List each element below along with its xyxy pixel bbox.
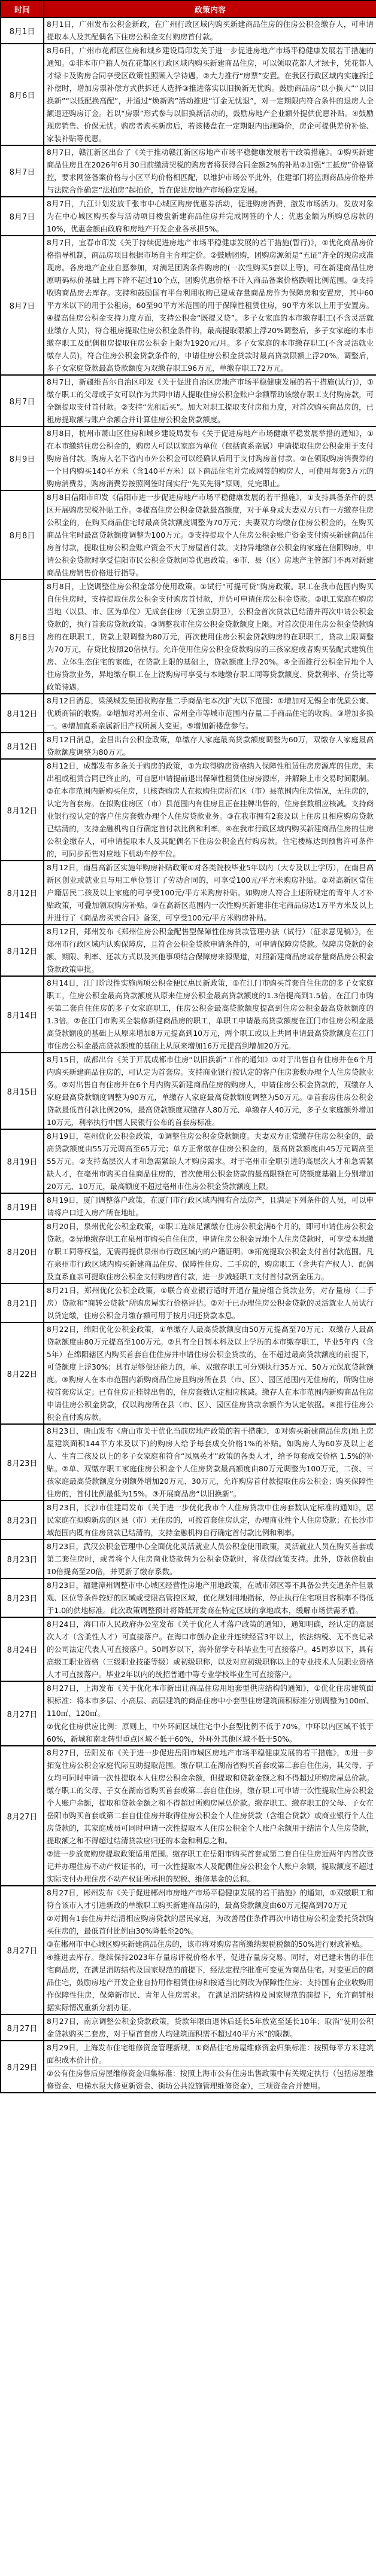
policy-content-segment: 8月23日，武汉公积金管理中心全面优化灵活就业人员公积金使用政策，灵活就业人员在购买首套或第二套住房时，或者将个人住房商业贷款转为公积金贷款时，将获得政策支持。此外，贷款倍数由10倍提高至20倍，并更新了缴存系数。 xyxy=(47,1542,374,1576)
table-row xyxy=(1,1284,376,1322)
policy-content-segment: 8月8日信阳市印发《信阳市进一步促进房地产市场平稳健康发展的若干措施》，①支持具备条件的县区开展购房契税补贴工作。②提高住房公积金贷款最高额度，对于单身或夫妻双方只有一方缴存住房公积金的，在购买商品住宅时最高贷款额度调整为70万元；夫妻双方均缴存住房公积金的，在购买商品住宅时最高贷款额度调整为100万元。③支持提取个人住房公积金账户资金支付购买新建商品住房首付款，提取住房公积金账户资金不大于房屋首付款。支持异地缴存公积金的家庭在信阳购房，申请公积金贷款时享受信阳市民公积金贷款同等优惠政策。④市、县（区）房地产主管部门不再对新建商品住房销售价格进行指导。 xyxy=(47,493,374,577)
policy-content xyxy=(44,1220,376,1284)
policy-content-segment: 8月12日，成都发布多条关于购房的政策，①为取得购房资格纳入保障性租赁住房房源库的住房，未出租或租赁合同已终止的，可自愿申请提前退出保障性租赁住房房源库，并解除上市交易时间限制。②在本市范围内新购买住房，只核查购房人在拟购住房所在区（市）县范围内住房情况，无住房的，认定为首套房。在拟购住房区（市）县范围内有住房且正在挂牌出售的，住房套数相应核减。支持商业银行按认定的客户住房套数办理个人住房贷款业务。③在我市拥有2套及以上住房且相应购房贷款已结清的，支持金融机构自行确定首付款比例和利率。④在我市行政区域内购买新建商品住房的住房公积金缴存人，可申请提取本人及其配偶名下住房公积金直付购房款。住宅楼栋达到预售许可条件的，可同步预售对应地下机动车停车位。 xyxy=(47,761,374,858)
policy-content xyxy=(44,1053,376,1129)
policy-content-segment: 8月21日，郑州优化公积金政策，①联合商业银行适时开通存量房组合贷款业务，对存量房（二手房）贷款和“商转公贷款”所购房屋实行价格评估。②对于已办理住房公积金贷款的灵活就业人员试行以贷定缴，住房公积金月缴存额可用于按月归还贷款本息。 xyxy=(47,1286,374,1320)
policy-content-segment: ④推进去库存。继续保持2023年存量房评税价格水平，促进存量房交易。同时，对已建未售的非住宅商品房，在满足消防结构及国家规范的前提下，经法定程序批准可变更为商品住宅。对变更后的商品住宅，鼓励房地产开发企业自持用作租赁住房和按适当比例改为保障性住房；支持国有企业收购用作保障性住房，保障新市民、青年人住房需求。 在满足消防结构及国家规范的前提下，允许商铺根据实际情况重新分割办证。 xyxy=(47,1950,374,2014)
table-row xyxy=(1,375,376,426)
table-row xyxy=(1,1193,376,1220)
policy-content-segment: 8月19日，亳州优化公积金政策，①调整住房公积金贷款额度。夫妻双方正常缴存住房公积金的，最高贷款额度由55万元调高至65万元；单方正常缴存住房公积金的，最高贷款额度由45万元调高至55万元。②支持高层次人才和急需紧缺人才购房需求。对于亳州市全职引进的高层次人才和急需紧缺人才，在亳州市购买自住商品住房的，首次使用公积金贷款的最高限额在可贷额度基础上分别增加20万元、10万元，最高额度不超过亳州市住房公积金贷款额度上限。 xyxy=(47,1132,374,1191)
policy-content-segment: 8月23日，长沙市住建局发布《关于进一步优化我市个人住房贷款中住房套数认定标准的通知》，居民家庭在拟购新房的区县（市）无住房的，可按首套住房认定，办理商业性个人住房贷款；在长沙市域范围内既有住房贷款已结清的，支持金融机构自行确定首付款比例和利率。 xyxy=(47,1503,374,1537)
table-row xyxy=(1,1129,376,1193)
policy-date: 8月23日 xyxy=(1,1578,44,1617)
table-row xyxy=(1,580,376,694)
policy-content xyxy=(44,1424,376,1501)
policy-date: 8月8日 xyxy=(1,580,44,694)
policy-content-segment: ②公有住房售后房屋维修资金归集标准：按照上海市公有住房出售政策中有关规定执行（包括房屋维修资金、电梯水泵大修更新资金、街坊公共设施管理维修资金），三项资金合并使用。 xyxy=(47,2066,374,2092)
policy-content-segment: ②进一步放宽购房提取政策适用范围。缴存职工在岳阳市购买首套或第二套自住住房近两年内首次登记并办理住房不动产权证书的，可一次性提取本人及配偶住房公积金个人账户余额，提取额度不超过实际支付办理住房不动产权证所承担的契税、维修基金的总和。 xyxy=(47,1847,374,1885)
policy-content-segment: 8月8日，上饶调整住房公积金部分使用政策。①试行“可提可贷”购房政策。职工在我市范围内购买自住住房时，支持提取住房公积金支付购房首付款，并仍可申请住房公积金贷款。②职工家庭在购房当地（以县、市、区为单位）无成套住房（无独立厨卫），公积金首次贷款已结清并再次申请公积金贷款的，执行首套房贷款政策。③调整我市住房公积金贷款额度上限。对首次使用住房公积金贷款购房的在职职工，贷款上限调整为80万元，再次使用住房公积金贷款购房的在职职工，贷款上限调整为70万元，存贷比按照20倍执行。允许使用住房公积金贷款购房的三孩家庭或者购买装配式建筑住房、立体生态住宅的家庭，在贷款上限的基础上，贷款额度上浮20%。④全面推行公积金异地个人住房贷款业务，异地缴存职工在上饶购房可享受与本地缴存职工同等贷款额度、贷款利率、存贷比等政策待遇。 xyxy=(47,582,374,691)
table-row xyxy=(1,1746,376,1886)
policy-date: 8月19日 xyxy=(1,1193,44,1220)
policy-date: 8月15日 xyxy=(1,1053,44,1129)
policy-content xyxy=(44,236,376,375)
policy-content-segment: 8月12日消息，金昌出台公积金政策，单缴存人家庭最高贷款额度调整为60万，双缴存人家庭最高贷款额度调整为80万元。 xyxy=(47,735,374,757)
policy-date: 8月12日 xyxy=(1,694,44,733)
policy-date: 8月12日 xyxy=(1,759,44,861)
policy-content xyxy=(44,861,376,925)
table-row xyxy=(1,759,376,861)
policy-date: 8月7日 xyxy=(1,375,44,426)
policy-date: 8月8日 xyxy=(1,490,44,580)
table-row xyxy=(1,2014,376,2041)
policy-date: 8月23日 xyxy=(1,1424,44,1501)
policy-date: 8月7日 xyxy=(1,197,44,236)
policy-date: 8月22日 xyxy=(1,1322,44,1424)
policy-content xyxy=(44,17,376,44)
policy-content-segment: 8月12日，郑州发布《郑州住房公积金配售型保障性住房贷款管理办法（试行）（征求意见稿）》，在郑州市行政区域内认购保障房，且符合公积金贷款申请条件的，可申请保障房贷款。保障房贷款的金额、期限、利率、还款方式以及其他事项结合保障房来源渠道，对照新建商品房或存量商品房公积金贷款政策审批。 xyxy=(47,927,374,974)
table-row xyxy=(1,44,376,145)
policy-content xyxy=(44,1129,376,1193)
table-row xyxy=(1,1539,376,1578)
policy-date: 8月14日 xyxy=(1,976,44,1053)
policy-date: 8月20日 xyxy=(1,1220,44,1284)
policy-content xyxy=(44,925,376,976)
policy-content xyxy=(44,1617,376,1681)
table-header xyxy=(1,1,376,17)
policy-content-segment: 8月7日，赣江新区出台了《关于推动赣江新区房地产市场平稳健康发展若干政策措施》。①购买新建商品住房且在2026年6月30日前缴清契税的购房者将获得合同金额2%的补贴②加强“工抵房”价格管控，要求网签备案价格与小区平均价格相匹配，以维护市场公平此外，住建部门将监测商品房价格并与法院合作确定“法拍房”起拍价，旨在促进房地产市场稳定发展。 xyxy=(47,148,374,194)
table-row xyxy=(1,1681,376,1746)
policy-content xyxy=(44,1886,376,2014)
policy-content-segment: 8月19日，厦门调整落户政策，在厦门市行政区域内拥有合法房产，且满足下列条件的人员，可以申请将户口迁入房产所在地址。 xyxy=(47,1196,374,1217)
policy-content xyxy=(44,1746,376,1886)
table-row xyxy=(1,197,376,236)
policy-content xyxy=(44,733,376,759)
table-row xyxy=(1,1578,376,1617)
policy-content xyxy=(44,197,376,236)
policy-content xyxy=(44,1322,376,1424)
table-row xyxy=(1,490,376,580)
policy-content-segment: 8月7日，宜春市印发《关于持续促进房地产市场平稳健康发展的若干措施(暂行)》，①优化商品房价格指导机制，商品房项目根据市场自主合理定价。②鼓励团购，团购房源须是“五证”齐全的现房或准现房。各房地产企业自愿参加，对满足团购条件购房的(一次性购买5套以上等)，可在新建商品住房原明码标价基础上再下降不超过10个点，团购优惠价格不计入商品备案价格跌幅比例范围。③支持收购商品房去库存。支持和鼓励国有平台利用收购已建成存量商品房作为保障房和安置房，其中60平方米以下的用于公租房，60至90平方米范围的用于保障性租赁住房，90平方米以上用于安置房。④提高住房公积金支持力度方面，支持公积金“既提又贷”。多子女家庭的本市缴存职工(不含灵活就业缴存人员)，符合租房提取住房公积金条件的，最高提取限额上浮20%调整后，多子女家庭的本市缴存职工及配偶租房提取住房公积金上限为1920元/月。多子女家庭的本市缴存职工(不含灵活就业缴存人员)，符合住房公积金贷款条件的，申请住房公积金贷款时最高贷款限额上浮20%。调整后，多子女家庭贷款最高贷款额度为双缴存职工96万元，单缴存职工72万元。 xyxy=(47,238,374,373)
policy-content-segment: 8月12日消息，梁溪城发集团收购存量二手商品宅本次扩大以下范围：①增加对无锡全市优质公寓、优质商铺的收购。②增加对苏州全市、常州全市等城市范围内存量二手商品住宅的收购。③增加多换一。④增加直系亲属新旧产权所属人变更。⑤增加新楼盘参与。 xyxy=(47,696,374,730)
policy-content-segment: 8月15日，成都出台《关于开展成都市住房“以旧换新”工作的通知》①对于出售自有住房并在6个月内购买新建商品住房的，可认定为首套房。支持商业银行按认定的客户住房套数办理个人住房贷款业务。②对出售自有住房并在6个月内购买新建商品住房的购房人，申请住房公积金贷款的，双缴存人家庭最高贷款额度调整为90万元，单缴存人家庭最高贷款额度调整为50万元。③首套房住房公积金贷款最低首付款比例20%，最高贷款额度双缴存人80万元、单缴存人40万元，多子女家庭额外增加10万元，利率执行中国人民银行公布的首套房标准。 xyxy=(47,1055,374,1127)
policy-content xyxy=(44,375,376,426)
policy-content xyxy=(44,1284,376,1322)
policy-content-segment: 8月24日，海口市人民政府办公室发布《关于优化人才落户政策的通知》，通知明确，经认定的高层次人才（含柔性人才）可直接落户。在海口市创办企业并连续经营3年以上，依法纳税、无不良记录的公司法定代表人可直接落户。50周岁以下，海外留学专科毕业生可直接落户。45周岁以下，具有高级工职业资格（三级职业技能等级）或初级职称，以及对应初级职称以上的专业技术人员职业资格人才可直接落户。毕业2年以内的统招普通中等专业学校毕业生可直接落户。 xyxy=(47,1620,374,1679)
column-header-content: 政策内容 xyxy=(44,1,376,17)
policy-date: 8月27日 xyxy=(1,1886,44,2014)
table-row xyxy=(1,976,376,1053)
policy-content-segment: 8月20日，泉州优化公积金政策，①职工连续足额缴存住房公积金满6个月的，即可申请住房公积金贷款。②异地缴存职工在泉州市购买自住住房，申请住房公积金异地个人住房贷款时，可享受本地缴存职工同等权益，无需再提供泉州市行政区域内的户籍证明。③拓宽提取公积金支付首付款范围。凡在泉州市行政区域内购买新建商品住房、保障性住房、二手房的，购房职工（含共有产权人）、配偶及直系血亲可提取住房公积金支付购房首付款，进一步减轻职工支付首付款资金压力。 xyxy=(47,1222,374,1281)
policy-date: 8月23日 xyxy=(1,1501,44,1539)
policy-content xyxy=(44,44,376,145)
policy-content-segment: 8月23日，福建漳州调整市中心城区经营性房地产用地政策，在城市郊区等不具备公共交通条件但景观、区位等条件较好的区域或受限高管控区域，优化规划用地指标，停止执行住宅项目容积率不得低于1.0的供地标准。此次政策调整预计将降低开发商在特定区域的拿地成本，缓解市场供需矛盾。 xyxy=(47,1581,374,1615)
table-row xyxy=(1,2041,376,2093)
policy-date: 8月12日 xyxy=(1,861,44,925)
table-row xyxy=(1,733,376,759)
policy-content xyxy=(44,1539,376,1578)
policy-date: 8月24日 xyxy=(1,1617,44,1681)
policy-content-segment: 8月27日，南京调整公积金贷款政策，贷款年限由退休后延长5年放宽至延长10年；取消“使用公积金贷款购买二套房，对于原首套房人均建筑面积需不超过40平方米”的限制。 xyxy=(47,2017,374,2038)
policy-content-segment: 8月8日，杭州市萧山区住房和城乡建设局发布《关于促进房地产市场健康平稳发展举措的通知》，①在本市缴纳住房公积金的，购房人可以以家庭为单位（包括直系亲属）申请提取住房公积金用于支付购房首付款。购房人名下省内市外公积金可以经确认后用于支付购房首付款。②在领取购房消费券的一个月内购买140平方米（含140平方米）以下商品住宅并完成网签的购房人，可使用每套3万元的购房消费券，购房消费券按照网签时间实行“先买先得”原则，兑完即止。 xyxy=(47,429,374,488)
policy-content xyxy=(44,2041,376,2093)
policy-content-segment: 8月6日，广州市花都区住房和城乡建设局印发关于进一步促进房地产市场平稳健康发展若干措施的通知。①非本市户籍人员在花都区行政区域内购买新建商品住房，可以领取花都人才绿卡，凭花都人才绿卡及购房合同享受区政策性照顾入学待遇。②大力推行“房票”安置。在我区行政区域内实施拆迁补偿时，增加房票补偿方式供拆迁人选择③推进落实以旧换新无忧购。鼓励商品房“以小换大”“以旧换新”“以低配换高配”，并通过“焕新购”活动推进“订金无忧退”，对一定期限内符合条件的退房人全额退还购房订金。若以“房票”形式参与以旧换新活动的，鼓励房地产企业额外提供优惠补贴。④鼓励现房销售、价保无忧。购房者购买新房后，若该楼盘在一定期限内出现降价，房企可提供差价补偿、家装补贴等优惠。 xyxy=(47,46,374,143)
policy-content xyxy=(44,145,376,197)
policy-content-segment: 8月27日，岳阳发布《关于进一步促进岳阳市城区房地产市场平稳健康发展的若干措施》，①进一步拓宽住房公积金家庭代际互助提取范围。缴存职工在湖南省购买首套或第二套自住住房，其父母、子女均可同时申请一次性提取本人住房公积金余额，但提取和贷款金额之和不得超过所购房屋总价款。缴存职工的父母、子女在湖南省购买首套或第二套自住住房，缴存职工可申请一次性提取住房公积金个人账户余额，提取和贷款金额之和不得超过所购房屋总价款。缴存职工、缴存职工的父母、子女在岳阳市购买首套或第二套自住住房并取得住房公积金个人住房贷款（含组合贷款）或商业银行个人住房贷款的，其家庭成员可同时申请一次性提取本人住房公积金个人账户余额用于结清个人住房贷款，提取额之和不得超过结清贷款应归还的本金和利息之和。 xyxy=(47,1748,374,1845)
policy-date: 8月9日 xyxy=(1,426,44,490)
table-row xyxy=(1,17,376,44)
policy-date: 8月6日 xyxy=(1,44,44,145)
table-row xyxy=(1,1886,376,2014)
table-row xyxy=(1,694,376,733)
policy-date: 8月7日 xyxy=(1,145,44,197)
policy-content-segment: 8月14日，江门阶段性实施两项公积金便民惠民新政策，①在江门市购买首套自住住房的多子女家庭职工，住房公积金最高贷款额度从原来住房公积金最高贷款额度的1.3倍提高到1.5倍。在江门市购买第二套自住住房的多子女家庭职工，住房公积金最高贷款额度提高到住房公积金最高贷款额度的1.3倍。②在江门市购买全装修新建商品房的职工，单职工申请最高贷款额度在江门市住房公积金最高贷款额度的基础上从原来增加8万元提高到10万元，两个职工或以上共同申请最高贷款额度在江门市住房公积金最高贷款额度的基础上从原来增加16万元提高到增加20万元。 xyxy=(47,978,374,1050)
policy-content xyxy=(44,759,376,861)
policy-date: 8月27日 xyxy=(1,1681,44,1746)
table-row xyxy=(1,1617,376,1681)
table-row xyxy=(1,236,376,375)
table-row xyxy=(1,925,376,976)
policy-content-segment: 8月29日，上海发布住宅维修资金管理新规，①商品住宅房屋维修资金归集标准：按照每平方米建筑面积成本价计价。 xyxy=(47,2043,374,2065)
table-row xyxy=(1,861,376,925)
policy-content-segment: ②优化住房供应比例：原则上，中外环间区域住宅中小套型比例不低于70%，中环以内区域不低于60%，新城和南北转型重点区域不低于60%，外环外其他区域不低于50%。 xyxy=(47,1720,374,1745)
policy-content-segment: ②对拥有1套住房并结清相应购房贷款的居民家庭，为改善居住条件再次申请住房公积金委托贷款购买住房的，最低首付比例由30%降低至20%。 xyxy=(47,1912,374,1937)
policy-content-segment: 8月12日，南昌高新区实施年购房补贴政策①对各类院校毕业5年以内（大专及以上学历），在南昌高新区创业或就业且与用工单位签订了劳动合同的，可享受100元/平方米购房补贴。②对高新区常住户籍居民二孩及以上家庭的可享受100元/平方米购房补贴。如购房人符合上述所规定的青年人才补贴政策，可叠加领取购房补贴。③在高新区范围内一次性购买新建非住宅商品房达1万平方米及以上并进行了《商品房买卖合同》备案，可享受100元/平方米购房补贴。 xyxy=(47,863,374,922)
table-row xyxy=(1,145,376,197)
policy-date: 8月19日 xyxy=(1,1129,44,1193)
policy-content xyxy=(44,426,376,490)
table-row xyxy=(1,426,376,490)
policy-content xyxy=(44,1681,376,1746)
policy-content-segment: 8月27日，彬州发布《关于促进郴州市房地产市场平稳健康发展的若干措施》的通知，①双缴职工和符合该市人才引进新政的单缴职工购买新建商品房的，最高贷款额度由60万元提高到70万元 xyxy=(47,1888,374,1910)
policy-content xyxy=(44,1193,376,1220)
policy-content xyxy=(44,694,376,733)
policy-content-segment: 8月7日，九江计划发放千张市中心城区购房优惠券活动，促进购房消费，激发市场活力。发放对象为在中心城区购买参与活动项目楼盘新建商品住房并完成网签的个人；优惠金额为所购总房款的10%，优惠金额由政府和房地产开发企业各承担5%。 xyxy=(47,199,374,233)
policy-content xyxy=(44,1501,376,1539)
policy-date: 8月29日 xyxy=(1,2041,44,2093)
policy-content-segment: 8月22日，绵阳优化公积金政策，①单缴存人最高贷款额度由50万元提高至70万元；双缴存人最高贷款额度由80万元提高至100万元。②具有全日制本科及以上学历的本市缴存职工，毕业5年内（含5年）在绵阳辖区内购买首套自住住房并申请住房公积金贷款的，在不超过最高贷款额度的前提下，可贷额度上浮30%；具有足够偿还能力的，单、双缴存职工可分别执行35万元、50万元保底贷款额度。③购房人在本市范围内新购商品住房且购房所在县（市、区）、园区范围内无住房的，所购住房按首套房认定；已有住房正挂牌出售的，住房套数认定相应核减。缴存人在本市范围内新购商品住房申请住房公积金贷款，仅以购房所在县（市、区）、园区住房贷款余额作为认定依据。④推行住房公积金直付购房款。 xyxy=(47,1325,374,1422)
policy-content-segment: 8月27日，上海发布《关于优化本市新出让商品住房用地套型供应结构的通知》，①优化住房建筑面积标准：将本市多层、小高层、高层建筑的商品住房中小套型住房建筑面积标准分别调整为100㎡、110㎡、120㎡。 xyxy=(47,1684,374,1718)
policy-content xyxy=(44,1578,376,1617)
policy-content-segment: 8月1日，广州发布公积金新政，在广州行政区域内购买新建商品住房的住房公积金缴存人，可申请提取本人及其配偶名下住房公积金支付购房首付款。 xyxy=(47,20,374,41)
policy-date: 8月12日 xyxy=(1,925,44,976)
policy-date: 8月27日 xyxy=(1,2014,44,2041)
table-row xyxy=(1,1424,376,1501)
policy-date: 8月1日 xyxy=(1,17,44,44)
policy-date: 8月27日 xyxy=(1,1746,44,1886)
table-row xyxy=(1,1053,376,1129)
table-row xyxy=(1,1322,376,1424)
policy-date: 8月21日 xyxy=(1,1284,44,1322)
policy-content xyxy=(44,580,376,694)
table-body xyxy=(1,17,376,2093)
policy-content xyxy=(44,976,376,1053)
policy-content xyxy=(44,490,376,580)
policy-date: 8月12日 xyxy=(1,733,44,759)
table-row xyxy=(1,1501,376,1539)
column-header-time: 时间 xyxy=(1,1,44,17)
policy-content-segment: 8月7日，新疆维吾尔自治区印发《关于促进自治区房地产市场平稳健康发展的若干措施(试行)》，①缴存职工的父母或子女可以作为共同申请人提取住房公积金账户余额帮助该缴存职工支付购房款，可全额提取支付首付款。②支持“先租后买”。加大对职工提取支付房租力度，对首次购买商品房的，已租房提取额与账户余额合并计算住房公积金贷款额度。 xyxy=(47,377,374,424)
policy-content xyxy=(44,2014,376,2041)
policy-date: 8月23日 xyxy=(1,1539,44,1578)
policy-content-segment: ③在郴州市中心城区购买新建商品住房的，该市将对购房者所缴纳契税税额的50%进行财政补贴。 xyxy=(47,1937,374,1950)
policy-content-segment: 8月23日，唐山发布《唐山市关于优化当前房地产政策的若干措施》，①对购买新建商品住房(地上房屋建筑面积144平方米及以下)的购房人给予每套成交价格1%的补贴。如购房人为60岁及以上老人、生育二孩及以上的多子女家庭和符合“凤凰英才”政策的各类人才，给予每套成交价格 1.5%的补贴。②单、双缴存职工家庭住房公积金个人住房贷款最高额度由80万元调整为100万元，二孩、三孩家庭最高贷款额度分别额外增加20万元、30万元，允许购房首付款提取住房公积金；购买保障性住房的，首付比例最低为15%。③开展商品房“以旧换新”。 xyxy=(47,1426,374,1498)
policy-date: 8月7日 xyxy=(1,236,44,375)
table-row xyxy=(1,1220,376,1284)
